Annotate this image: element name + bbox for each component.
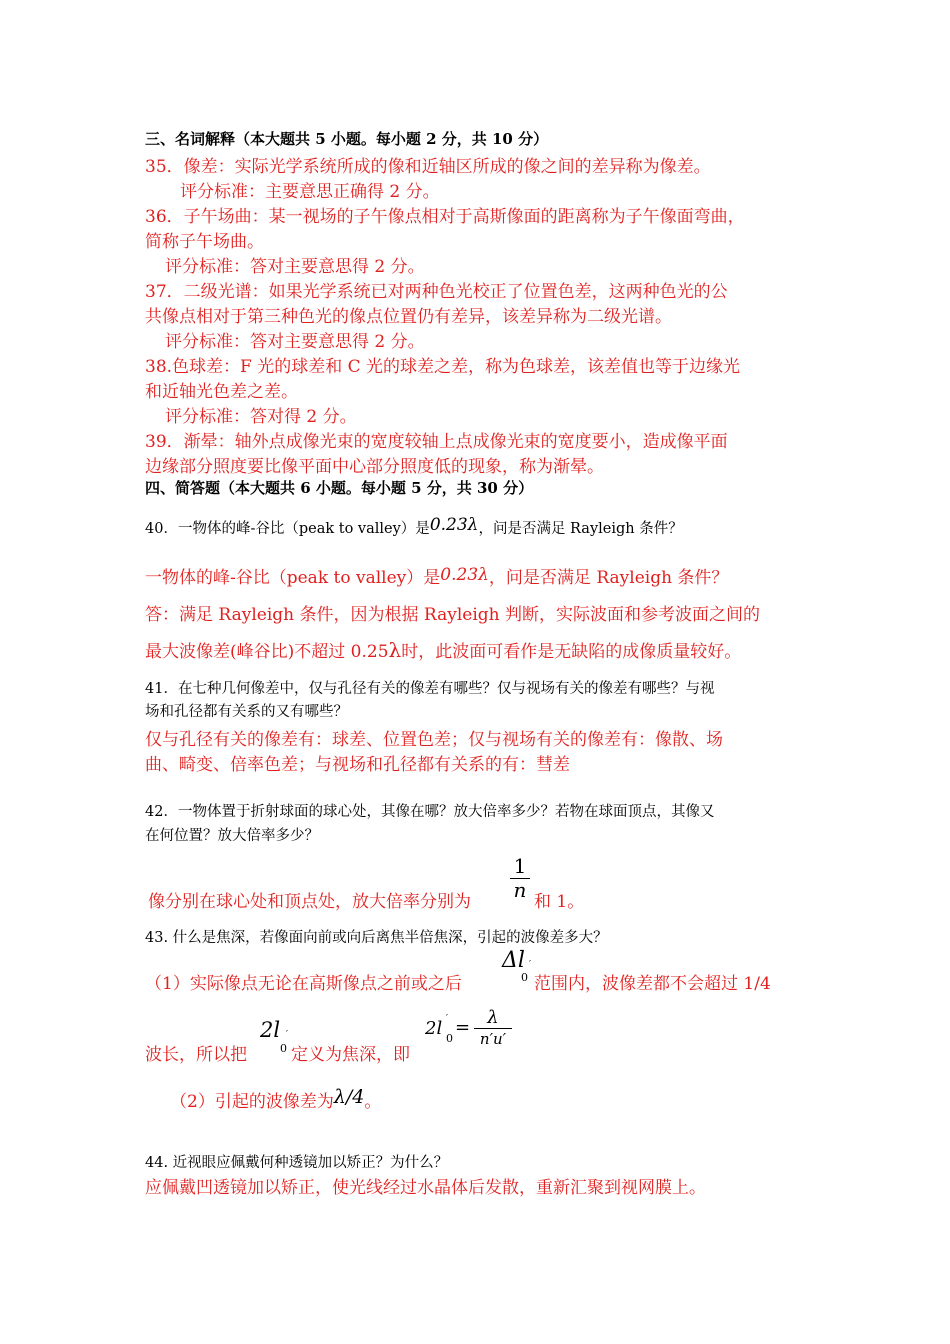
section3-header: 三、名词解释（本大题共 5 小题。每小题 2 分，共 10 分） <box>145 130 549 148</box>
q41-question-line1: 41．在七种几何像差中，仅与孔径有关的像差有哪些？仅与视场有关的像差有哪些？与视 <box>145 681 715 697</box>
q43-answer3 <box>170 1087 381 1112</box>
q38-line1: 38.色球差：F 光的球差和 C 光的球差之差，称为色球差，该差值也等于边缘光 <box>145 357 741 377</box>
q38-line2: 和近轴光色差之差。 <box>145 382 298 402</box>
q43-formula-denominator: n′u′ <box>479 1030 507 1048</box>
q36-line1: 36．子午场曲：某一视场的子午像点相对于高斯像面的距离称为子午像面弯曲， <box>145 207 745 227</box>
q43-answer3-math: λ/4 <box>333 1086 365 1108</box>
q36-line2: 简称子午场曲。 <box>145 232 264 252</box>
q43-formula-lhs: 2l <box>425 1018 443 1039</box>
q40-restate-lambda: 0.23λ <box>440 565 489 585</box>
q42-fraction <box>508 854 532 901</box>
q39-line2: 边缘部分照度要比像平面中心部分照度低的现象，称为渐晕。 <box>145 457 604 477</box>
q40-question <box>145 517 683 538</box>
q42-answer-pre: 像分别在球心处和顶点处，放大倍率分别为 <box>148 892 471 912</box>
q43-formula-prime: ′ <box>446 1014 449 1024</box>
q38-score: 评分标准：答对得 2 分。 <box>165 407 357 427</box>
q43-question: 43. 什么是焦深，若像面向前或向后离焦半倍焦深，引起的波像差多大？ <box>145 930 608 946</box>
q43-formula-fraction <box>472 1008 514 1049</box>
q40-restate-post: ，问是否满足 Rayleigh 条件？ <box>488 568 729 588</box>
q44-question: 44. 近视眼应佩戴何种透镜加以矫正？为什么？ <box>145 1155 449 1171</box>
q37-score: 评分标准：答对主要意思得 2 分。 <box>165 332 425 352</box>
q43-answer3-post: 。 <box>364 1092 382 1112</box>
q40-answer-lambda: λ <box>388 638 402 662</box>
q43-answer2-mid: 定义为焦深，即 <box>291 1045 410 1065</box>
section4-header: 四、简答题（本大题共 6 小题。每小题 5 分，共 30 分） <box>145 479 534 497</box>
q43-formula-equals: = <box>455 1017 471 1038</box>
q42-fraction-denominator: n <box>513 878 527 902</box>
q43-answer2-pre: 波长，所以把 <box>145 1045 247 1065</box>
q40-answer-post: 时，此波面可看作是无缺陷的成像质量较好。 <box>401 642 742 662</box>
q40-answer-line2 <box>145 637 741 662</box>
q43-answer3-pre: （2）引起的波像差为 <box>170 1092 334 1112</box>
q43-answer1-post: 范围内，波像差都不会超过 1/4 <box>534 974 771 994</box>
q42-question-line2: 在何位置？放大倍率多少？ <box>145 828 319 844</box>
q43-formula-numerator: λ <box>487 1007 499 1028</box>
q40-lambda-value: 0.23λ <box>429 515 479 535</box>
q43-formula-sub: 0 <box>446 1032 453 1045</box>
q40-question-pre: 40．一物体的峰-谷比（peak to valley）是 <box>145 521 430 537</box>
q43-answer1-pre: （1）实际像点无论在高斯像点之前或之后 <box>145 974 462 994</box>
q36-score: 评分标准：答对主要意思得 2 分。 <box>165 257 425 277</box>
q42-fraction-numerator: 1 <box>513 854 527 878</box>
q43-delta-l-prime: ′ <box>529 960 532 970</box>
q37-line2: 共像点相对于第三种色光的像点位置仍有差异，该差异称为二级光谱。 <box>145 307 672 327</box>
q43-2l: 2l <box>260 1018 281 1042</box>
q43-delta-l: Δl <box>502 948 525 973</box>
q40-restate <box>145 563 728 588</box>
q41-question-line2: 场和孔径都有关系的又有哪些？ <box>145 704 348 720</box>
q39-line1: 39．渐晕：轴外点成像光束的宽度较轴上点成像光束的宽度要小，造成像平面 <box>145 432 728 452</box>
q40-question-post: ，问是否满足 Rayleigh 条件？ <box>478 521 683 537</box>
q37-line1: 37．二级光谱：如果光学系统已对两种色光校正了位置色差，这两种色光的公 <box>145 282 728 302</box>
q41-answer-line2: 曲、畸变、倍率色差；与视场和孔径都有关系的有：彗差 <box>145 755 570 775</box>
q35-text: 35．像差：实际光学系统所成的像和近轴区所成的像之间的差异称为像差。 <box>145 157 711 177</box>
q42-answer-post: 和 1。 <box>534 892 585 912</box>
q43-delta-l-sub: 0 <box>521 971 528 984</box>
q40-answer-pre: 最大波像差(峰谷比)不超过 0.25 <box>145 642 389 662</box>
q40-answer-line1: 答：满足 Rayleigh 条件，因为根据 Rayleigh 判断，实际波面和参考波面之间的 <box>145 605 761 625</box>
q43-2l-prime: ′ <box>286 1030 289 1040</box>
q41-answer-line1: 仅与孔径有关的像差有：球差、位置色差；仅与视场有关的像差有：像散、场 <box>145 730 723 750</box>
q44-answer: 应佩戴凹透镜加以矫正，使光线经过水晶体后发散，重新汇聚到视网膜上。 <box>145 1178 706 1198</box>
q35-score: 评分标准：主要意思正确得 2 分。 <box>180 182 440 202</box>
q43-2l-sub: 0 <box>280 1042 287 1055</box>
q42-question-line1: 42．一物体置于折射球面的球心处，其像在哪？放大倍率多少？若物在球面顶点，其像又 <box>145 804 715 820</box>
q40-restate-pre: 一物体的峰-谷比（peak to valley）是 <box>145 568 441 588</box>
